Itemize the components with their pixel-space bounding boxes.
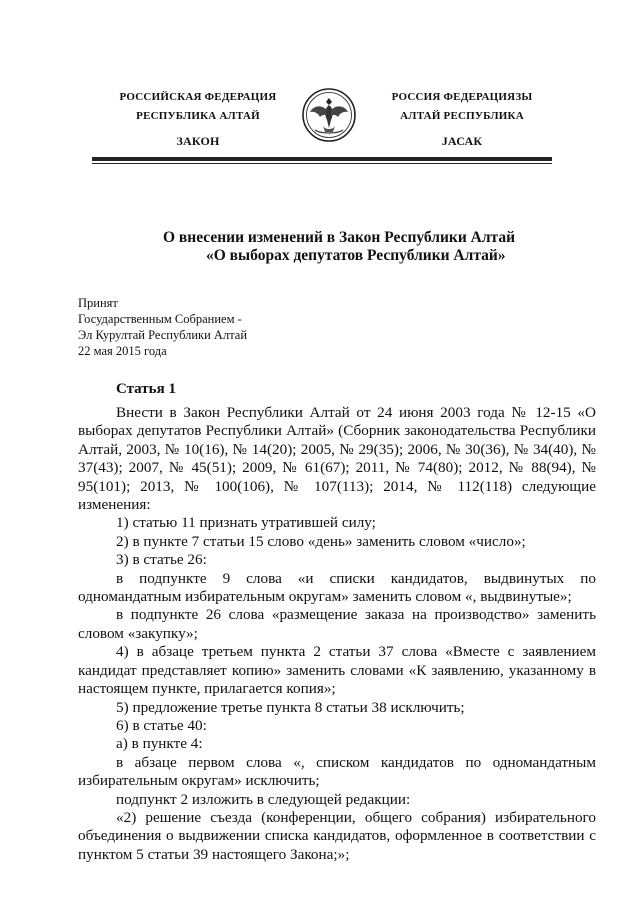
- article-paragraph: «2) решение съезда (конференции, общего собрания) избирательного объединения о выдвижении списка кандидатов, оформленное в соответствии с пунктом 5 статьи 39 настоящего Закона;»;: [78, 808, 596, 863]
- header-left-line3: ЗАКОН: [176, 134, 220, 148]
- header-right-line1: РОССИЯ ФЕДЕРАЦИЯЗЫ: [391, 91, 533, 103]
- article-paragraph: 5) предложение третье пункта 8 статьи 38 исключить;: [116, 698, 465, 716]
- adoption-line2: Государственным Собранием -: [78, 312, 242, 326]
- adoption-line3: Эл Курултай Республики Алтай: [78, 328, 248, 342]
- article-paragraph: 6) в статье 40:: [116, 716, 207, 734]
- article-paragraph: 1) статью 11 признать утратившей силу;: [116, 514, 376, 532]
- header-left-line1: РОССИЙСКАЯ ФЕДЕРАЦИЯ: [119, 91, 277, 103]
- law-title-line2: «О выборах депутатов Республики Алтай»: [206, 247, 506, 264]
- header-rule-thin: [92, 163, 552, 164]
- law-title-line1: О внесении изменений в Закон Республики Алтай: [163, 229, 516, 246]
- article-paragraph: 3) в статье 26:: [116, 551, 207, 569]
- article-body: [78, 404, 596, 864]
- article-paragraph: в подпункте 9 слова «и списки кандидатов, выдвинутых по одномандатным избирательным округам» заменить словом «, выдвинутые»;: [78, 569, 596, 606]
- article-paragraph: 4) в абзаце третьем пункта 2 статьи 37 слова «Вместе с заявлением кандидат представляет копию» заменить словами «К заявлению, указанному в настоящем пункте, прилагается копия»;: [78, 643, 596, 698]
- article-paragraph: а) в пункте 4:: [116, 735, 203, 753]
- article-paragraph: подпункт 2 изложить в следующей редакции:: [116, 790, 411, 808]
- adoption-line1: Принят: [78, 296, 118, 310]
- article-heading: Статья 1: [116, 381, 176, 397]
- header-rule-thick: [92, 157, 552, 161]
- adoption-date: 22 мая 2015 года: [78, 344, 167, 358]
- header-left-line2: РЕСПУБЛИКА АЛТАЙ: [136, 110, 260, 122]
- altai-coat-of-arms-icon: [301, 86, 357, 144]
- article-paragraph: 2) в пункте 7 статьи 15 слово «день» заменить словом «число»;: [116, 532, 526, 550]
- header-right-line2: АЛТАЙ РЕСПУБЛИКА: [400, 110, 524, 122]
- article-paragraph: в подпункте 26 слова «размещение заказа на производство» заменить словом «закупку»;: [78, 606, 596, 642]
- header-right-line3: JАСАК: [441, 134, 483, 148]
- article-paragraph: Внести в Закон Республики Алтай от 24 июня 2003 года № 12-15 «О выборах депутатов Республики Алтай» (Сборник законодательства Республики Алтай, 2003, № 10(16), № 14(20); 2005, № 29(35); 2006, № 30(36), № 34(40), № 37(43); 2007, № 45(51); 2009, № 61(67); 2011, № 74(80); 2012, № 88(94), № 95(101); 2013, № 100(106), № 107(113); 2014, № 112(118) следующие изменения:: [78, 404, 596, 514]
- article-paragraph: в абзаце первом слова «, списком кандидатов по одномандатным избирательным округам» исключить;: [78, 753, 596, 790]
